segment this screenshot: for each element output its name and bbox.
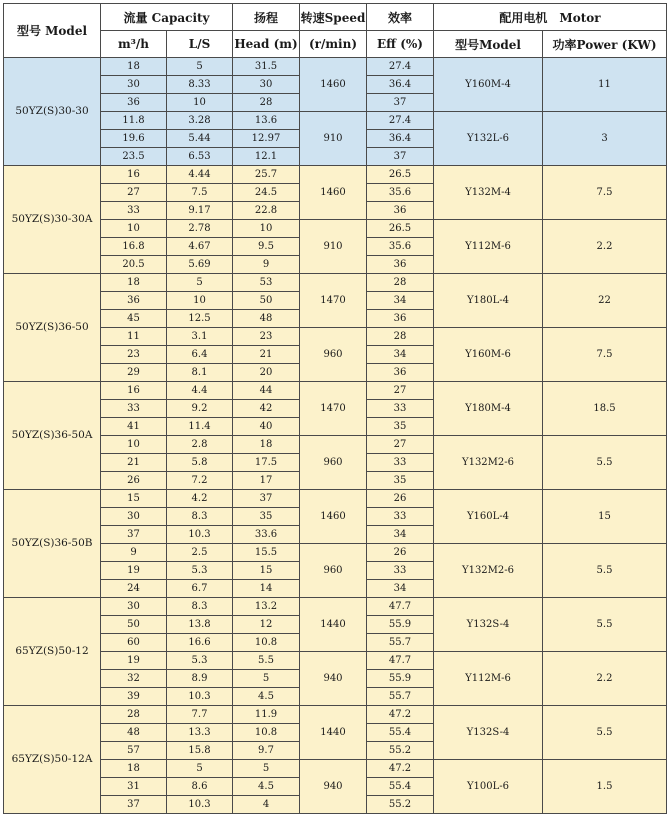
capacity-ls-cell: 8.1 [167, 364, 233, 382]
motor-power-cell: 15 [543, 490, 667, 544]
table-row [4, 706, 667, 724]
efficiency-cell: 47.7 [367, 652, 434, 670]
capacity-ls-cell: 2.78 [167, 220, 233, 238]
capacity-ls-cell: 9.17 [167, 202, 233, 220]
capacity-m3h-cell: 11 [101, 328, 167, 346]
speed-cell: 1470 [300, 382, 367, 436]
head-cell: 48 [233, 310, 300, 328]
head-cell: 13.6 [233, 112, 300, 130]
capacity-m3h-cell: 19 [101, 562, 167, 580]
efficiency-cell: 34 [367, 292, 434, 310]
efficiency-cell: 34 [367, 580, 434, 598]
capacity-m3h-cell: 26 [101, 472, 167, 490]
motor-power-cell: 11 [543, 58, 667, 112]
head-cell: 31.5 [233, 58, 300, 76]
efficiency-cell: 28 [367, 328, 434, 346]
header-capacity-m3h: m³/h [101, 31, 167, 58]
header-eff-group: 效率 [367, 4, 434, 31]
model-name-cell: 50YZ(S)30-30 [4, 58, 101, 166]
efficiency-cell: 33 [367, 400, 434, 418]
head-cell: 23 [233, 328, 300, 346]
speed-cell: 1470 [300, 274, 367, 328]
capacity-m3h-cell: 32 [101, 670, 167, 688]
capacity-ls-cell: 10 [167, 94, 233, 112]
capacity-m3h-cell: 23 [101, 346, 167, 364]
efficiency-cell: 47.7 [367, 598, 434, 616]
motor-power-cell: 5.5 [543, 436, 667, 490]
efficiency-cell: 36 [367, 310, 434, 328]
efficiency-cell: 36.4 [367, 130, 434, 148]
capacity-ls-cell: 6.53 [167, 148, 233, 166]
head-cell: 17 [233, 472, 300, 490]
capacity-ls-cell: 16.6 [167, 634, 233, 652]
efficiency-cell: 27 [367, 436, 434, 454]
efficiency-cell: 47.2 [367, 760, 434, 778]
motor-model-cell: Y180L-4 [434, 274, 543, 328]
motor-model-cell: Y100L-6 [434, 760, 543, 814]
head-cell: 9.7 [233, 742, 300, 760]
head-cell: 10.8 [233, 634, 300, 652]
capacity-ls-cell: 8.6 [167, 778, 233, 796]
capacity-ls-cell: 10.3 [167, 688, 233, 706]
capacity-m3h-cell: 33 [101, 202, 167, 220]
header-motor-model: 型号Model [434, 31, 543, 58]
efficiency-cell: 27 [367, 382, 434, 400]
capacity-m3h-cell: 11.8 [101, 112, 167, 130]
capacity-ls-cell: 5 [167, 58, 233, 76]
speed-cell: 960 [300, 436, 367, 490]
head-cell: 22.8 [233, 202, 300, 220]
capacity-m3h-cell: 31 [101, 778, 167, 796]
capacity-m3h-cell: 27 [101, 184, 167, 202]
motor-power-cell: 5.5 [543, 706, 667, 760]
efficiency-cell: 26.5 [367, 220, 434, 238]
motor-model-cell: Y132M2-6 [434, 436, 543, 490]
capacity-ls-cell: 9.2 [167, 400, 233, 418]
capacity-ls-cell: 5.3 [167, 562, 233, 580]
head-cell: 4 [233, 796, 300, 814]
motor-power-cell: 5.5 [543, 598, 667, 652]
capacity-m3h-cell: 36 [101, 94, 167, 112]
head-cell: 12.97 [233, 130, 300, 148]
speed-cell: 910 [300, 220, 367, 274]
head-cell: 50 [233, 292, 300, 310]
motor-power-cell: 18.5 [543, 382, 667, 436]
capacity-ls-cell: 3.28 [167, 112, 233, 130]
head-cell: 5 [233, 670, 300, 688]
capacity-m3h-cell: 37 [101, 796, 167, 814]
efficiency-cell: 34 [367, 526, 434, 544]
speed-cell: 940 [300, 652, 367, 706]
capacity-ls-cell: 4.2 [167, 490, 233, 508]
table-body [4, 58, 667, 814]
capacity-ls-cell: 10 [167, 292, 233, 310]
table-row [4, 490, 667, 508]
efficiency-cell: 36 [367, 364, 434, 382]
capacity-m3h-cell: 9 [101, 544, 167, 562]
capacity-m3h-cell: 24 [101, 580, 167, 598]
capacity-ls-cell: 2.5 [167, 544, 233, 562]
capacity-m3h-cell: 16 [101, 382, 167, 400]
header-model: 型号 Model [4, 4, 101, 58]
motor-model-cell: Y112M-6 [434, 220, 543, 274]
efficiency-cell: 35.6 [367, 184, 434, 202]
motor-power-cell: 5.5 [543, 544, 667, 598]
capacity-ls-cell: 6.7 [167, 580, 233, 598]
speed-cell: 1460 [300, 58, 367, 112]
efficiency-cell: 28 [367, 274, 434, 292]
model-name-cell: 50YZ(S)30-30A [4, 166, 101, 274]
efficiency-cell: 33 [367, 454, 434, 472]
efficiency-cell: 27.4 [367, 58, 434, 76]
capacity-ls-cell: 8.3 [167, 598, 233, 616]
capacity-m3h-cell: 16 [101, 166, 167, 184]
header-eff-unit: Eff (%) [367, 31, 434, 58]
head-cell: 14 [233, 580, 300, 598]
capacity-ls-cell: 13.3 [167, 724, 233, 742]
header-speed-unit: (r/min) [300, 31, 367, 58]
capacity-ls-cell: 7.2 [167, 472, 233, 490]
model-name-cell: 50YZ(S)36-50B [4, 490, 101, 598]
capacity-ls-cell: 15.8 [167, 742, 233, 760]
capacity-m3h-cell: 19.6 [101, 130, 167, 148]
capacity-m3h-cell: 16.8 [101, 238, 167, 256]
table-row [4, 436, 667, 454]
efficiency-cell: 47.2 [367, 706, 434, 724]
head-cell: 20 [233, 364, 300, 382]
efficiency-cell: 27.4 [367, 112, 434, 130]
capacity-m3h-cell: 23.5 [101, 148, 167, 166]
capacity-m3h-cell: 57 [101, 742, 167, 760]
efficiency-cell: 55.4 [367, 778, 434, 796]
header-capacity-ls: L/S [167, 31, 233, 58]
efficiency-cell: 26 [367, 544, 434, 562]
table-row [4, 544, 667, 562]
speed-cell: 960 [300, 544, 367, 598]
capacity-m3h-cell: 15 [101, 490, 167, 508]
capacity-m3h-cell: 20.5 [101, 256, 167, 274]
table-row [4, 382, 667, 400]
efficiency-cell: 37 [367, 148, 434, 166]
capacity-m3h-cell: 30 [101, 598, 167, 616]
header-row-top [4, 4, 667, 31]
capacity-ls-cell: 4.44 [167, 166, 233, 184]
head-cell: 12.1 [233, 148, 300, 166]
motor-power-cell: 2.2 [543, 652, 667, 706]
capacity-ls-cell: 10.3 [167, 796, 233, 814]
efficiency-cell: 33 [367, 508, 434, 526]
head-cell: 5.5 [233, 652, 300, 670]
speed-cell: 1460 [300, 490, 367, 544]
motor-model-cell: Y132M2-6 [434, 544, 543, 598]
capacity-ls-cell: 8.33 [167, 76, 233, 94]
motor-power-cell: 2.2 [543, 220, 667, 274]
efficiency-cell: 55.2 [367, 742, 434, 760]
head-cell: 40 [233, 418, 300, 436]
head-cell: 35 [233, 508, 300, 526]
head-cell: 18 [233, 436, 300, 454]
head-cell: 10 [233, 220, 300, 238]
capacity-ls-cell: 3.1 [167, 328, 233, 346]
capacity-m3h-cell: 18 [101, 274, 167, 292]
capacity-ls-cell: 7.5 [167, 184, 233, 202]
speed-cell: 1440 [300, 598, 367, 652]
efficiency-cell: 55.7 [367, 688, 434, 706]
speed-cell: 910 [300, 112, 367, 166]
head-cell: 17.5 [233, 454, 300, 472]
motor-model-cell: Y132L-6 [434, 112, 543, 166]
motor-model-cell: Y160M-4 [434, 58, 543, 112]
head-cell: 24.5 [233, 184, 300, 202]
motor-power-cell: 7.5 [543, 328, 667, 382]
capacity-ls-cell: 5.3 [167, 652, 233, 670]
capacity-ls-cell: 4.67 [167, 238, 233, 256]
capacity-ls-cell: 4.4 [167, 382, 233, 400]
efficiency-cell: 26.5 [367, 166, 434, 184]
table-row [4, 598, 667, 616]
header-motor-power: 功率Power (KW) [543, 31, 667, 58]
efficiency-cell: 55.4 [367, 724, 434, 742]
header-row-sub [4, 31, 667, 58]
capacity-ls-cell: 13.8 [167, 616, 233, 634]
table-row [4, 652, 667, 670]
capacity-m3h-cell: 28 [101, 706, 167, 724]
head-cell: 28 [233, 94, 300, 112]
capacity-m3h-cell: 33 [101, 400, 167, 418]
capacity-ls-cell: 6.4 [167, 346, 233, 364]
efficiency-cell: 36 [367, 256, 434, 274]
head-cell: 30 [233, 76, 300, 94]
motor-model-cell: Y132S-4 [434, 706, 543, 760]
capacity-m3h-cell: 60 [101, 634, 167, 652]
capacity-m3h-cell: 36 [101, 292, 167, 310]
efficiency-cell: 36.4 [367, 76, 434, 94]
head-cell: 5 [233, 760, 300, 778]
efficiency-cell: 33 [367, 562, 434, 580]
motor-model-cell: Y160L-4 [434, 490, 543, 544]
efficiency-cell: 35 [367, 418, 434, 436]
capacity-ls-cell: 7.7 [167, 706, 233, 724]
capacity-m3h-cell: 21 [101, 454, 167, 472]
speed-cell: 1440 [300, 706, 367, 760]
capacity-ls-cell: 5 [167, 274, 233, 292]
motor-power-cell: 3 [543, 112, 667, 166]
table-header [4, 4, 667, 58]
table-row [4, 166, 667, 184]
head-cell: 9 [233, 256, 300, 274]
capacity-ls-cell: 5.8 [167, 454, 233, 472]
model-name-cell: 65YZ(S)50-12 [4, 598, 101, 706]
capacity-m3h-cell: 30 [101, 508, 167, 526]
head-cell: 21 [233, 346, 300, 364]
model-name-cell: 65YZ(S)50-12A [4, 706, 101, 814]
capacity-ls-cell: 11.4 [167, 418, 233, 436]
capacity-ls-cell: 8.3 [167, 508, 233, 526]
motor-model-cell: Y180M-4 [434, 382, 543, 436]
efficiency-cell: 35.6 [367, 238, 434, 256]
motor-model-cell: Y160M-6 [434, 328, 543, 382]
head-cell: 42 [233, 400, 300, 418]
head-cell: 15 [233, 562, 300, 580]
header-head-group: 扬程 [233, 4, 300, 31]
head-cell: 15.5 [233, 544, 300, 562]
efficiency-cell: 55.2 [367, 796, 434, 814]
head-cell: 12 [233, 616, 300, 634]
head-cell: 9.5 [233, 238, 300, 256]
head-cell: 4.5 [233, 688, 300, 706]
capacity-m3h-cell: 19 [101, 652, 167, 670]
capacity-m3h-cell: 18 [101, 58, 167, 76]
head-cell: 53 [233, 274, 300, 292]
efficiency-cell: 55.9 [367, 616, 434, 634]
table-row [4, 58, 667, 76]
head-cell: 37 [233, 490, 300, 508]
efficiency-cell: 35 [367, 472, 434, 490]
head-cell: 11.9 [233, 706, 300, 724]
efficiency-cell: 55.9 [367, 670, 434, 688]
capacity-m3h-cell: 29 [101, 364, 167, 382]
capacity-ls-cell: 2.8 [167, 436, 233, 454]
capacity-ls-cell: 8.9 [167, 670, 233, 688]
motor-model-cell: Y132M-4 [434, 166, 543, 220]
table-row [4, 328, 667, 346]
efficiency-cell: 34 [367, 346, 434, 364]
capacity-m3h-cell: 39 [101, 688, 167, 706]
capacity-m3h-cell: 50 [101, 616, 167, 634]
table-row [4, 274, 667, 292]
head-cell: 13.2 [233, 598, 300, 616]
capacity-m3h-cell: 10 [101, 220, 167, 238]
capacity-ls-cell: 5 [167, 760, 233, 778]
motor-power-cell: 7.5 [543, 166, 667, 220]
capacity-ls-cell: 12.5 [167, 310, 233, 328]
header-motor-group: 配用电机 Motor [434, 4, 667, 31]
capacity-m3h-cell: 37 [101, 526, 167, 544]
efficiency-cell: 37 [367, 94, 434, 112]
table-row [4, 112, 667, 130]
motor-model-cell: Y112M-6 [434, 652, 543, 706]
capacity-m3h-cell: 48 [101, 724, 167, 742]
header-capacity: 流量 Capacity [101, 4, 233, 31]
model-name-cell: 50YZ(S)36-50A [4, 382, 101, 490]
capacity-m3h-cell: 41 [101, 418, 167, 436]
head-cell: 25.7 [233, 166, 300, 184]
capacity-m3h-cell: 45 [101, 310, 167, 328]
capacity-ls-cell: 10.3 [167, 526, 233, 544]
speed-cell: 940 [300, 760, 367, 814]
capacity-ls-cell: 5.44 [167, 130, 233, 148]
header-head-unit: Head (m) [233, 31, 300, 58]
head-cell: 4.5 [233, 778, 300, 796]
head-cell: 33.6 [233, 526, 300, 544]
head-cell: 10.8 [233, 724, 300, 742]
head-cell: 44 [233, 382, 300, 400]
capacity-m3h-cell: 18 [101, 760, 167, 778]
motor-model-cell: Y132S-4 [434, 598, 543, 652]
capacity-m3h-cell: 30 [101, 76, 167, 94]
model-name-cell: 50YZ(S)36-50 [4, 274, 101, 382]
table-row [4, 220, 667, 238]
table-row [4, 760, 667, 778]
motor-power-cell: 1.5 [543, 760, 667, 814]
speed-cell: 1460 [300, 166, 367, 220]
pump-spec-table [3, 3, 667, 814]
efficiency-cell: 36 [367, 202, 434, 220]
capacity-ls-cell: 5.69 [167, 256, 233, 274]
efficiency-cell: 55.7 [367, 634, 434, 652]
motor-power-cell: 22 [543, 274, 667, 328]
speed-cell: 960 [300, 328, 367, 382]
efficiency-cell: 26 [367, 490, 434, 508]
header-speed-group: 转速Speed [300, 4, 367, 31]
capacity-m3h-cell: 10 [101, 436, 167, 454]
